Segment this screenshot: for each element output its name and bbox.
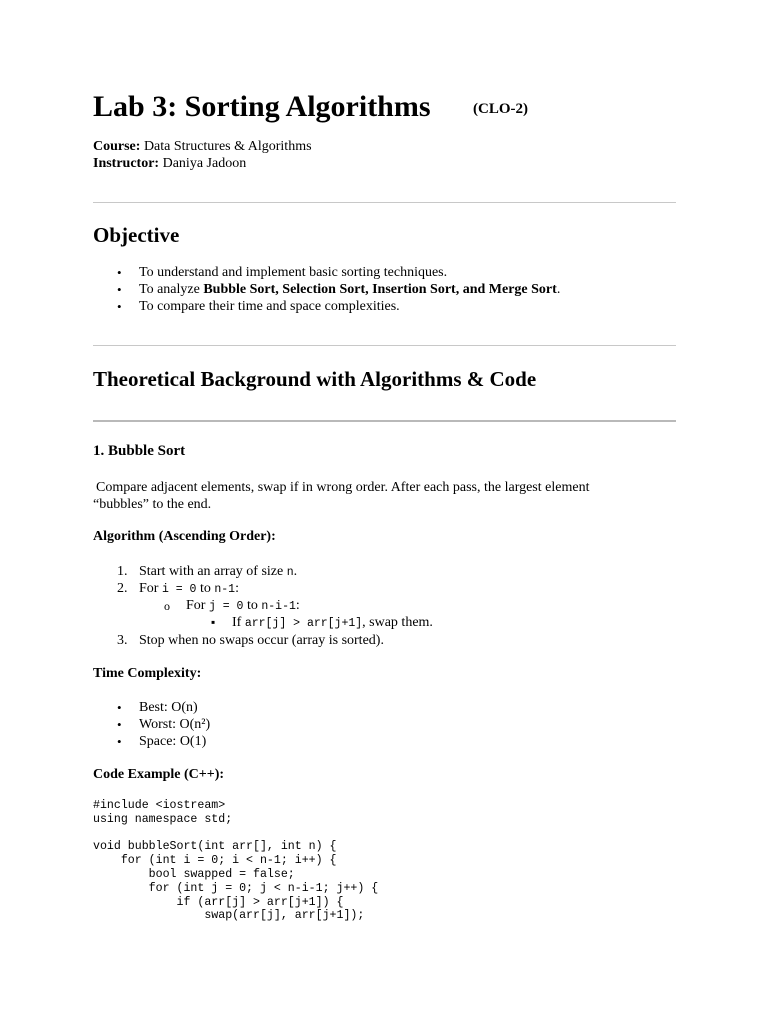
instructor-line: [93, 155, 246, 172]
step-text-part: For: [139, 581, 162, 596]
complexity-item: Space: O(1): [139, 734, 207, 749]
bullet-icon: •: [117, 700, 122, 715]
step-text-part: , swap them.: [362, 615, 433, 630]
step-text: [139, 580, 239, 598]
instructor-value: Daniya Jadoon: [162, 156, 247, 171]
bullet-icon: •: [117, 299, 122, 314]
analyze-prefix: To analyze: [139, 282, 204, 297]
step-text-part: :: [295, 598, 300, 613]
inline-code: i = 0: [161, 583, 197, 596]
bullet-icon: •: [117, 265, 122, 280]
divider: [93, 345, 676, 346]
analyze-suffix: .: [556, 282, 561, 297]
bubble-description-line: Compare adjacent elements, swap if in wrong order. After each pass, the largest element: [96, 480, 590, 495]
bubble-description-line: “bubbles” to the end.: [93, 497, 212, 512]
instructor-label: Instructor:: [93, 156, 160, 171]
objective-heading: Objective: [93, 223, 180, 247]
background-heading: Theoretical Background with Algorithms & Code: [93, 367, 537, 391]
step-number: 2.: [117, 581, 128, 596]
analyze-algorithms: Bubble Sort, Selection Sort, Insertion Sort, and Merge Sort: [203, 282, 557, 297]
step-text-part: :: [235, 581, 239, 596]
code-example-label: Code Example (C++):: [93, 767, 225, 782]
algorithm-label: Algorithm (Ascending Order):: [93, 529, 276, 544]
inline-code: n-1: [214, 583, 236, 596]
bullet-icon: •: [117, 734, 122, 749]
step-text: Stop when no swaps occur (array is sorted).: [139, 633, 384, 648]
bubble-sort-heading: 1. Bubble Sort: [93, 443, 186, 459]
course-line: [93, 138, 312, 155]
step-text: [232, 614, 433, 632]
code-block: #include <iostream> using namespace std; void bubbleSort(int arr[], int n) { for (int i = 0; i < n-1; i++) { bool swapped = false; for (int j = 0; j < n-i-1; j++) { if (arr[j] > arr[j+1]) { swap(arr[j], arr[j+1]);: [93, 799, 379, 923]
step-text-part: to: [243, 598, 262, 613]
divider: [93, 420, 676, 422]
step-text-part: .: [293, 564, 298, 579]
square-bullet-icon: ▪: [211, 615, 216, 629]
inline-code: n: [286, 566, 294, 579]
objective-item: To understand and implement basic sorting techniques.: [139, 265, 448, 280]
step-number: 1.: [117, 564, 128, 579]
step-text: [139, 563, 297, 581]
course-value: Data Structures & Algorithms: [143, 139, 312, 154]
inline-code: j = 0: [208, 600, 244, 613]
sub-bullet-icon: o: [164, 599, 170, 613]
inline-code: n-i-1: [261, 600, 296, 613]
objective-item: To compare their time and space complexities.: [139, 299, 400, 314]
step-text-part: Start with an array of size: [139, 564, 287, 579]
complexity-item: Best: O(n): [139, 700, 198, 715]
bullet-icon: •: [117, 282, 122, 297]
step-text: [186, 597, 300, 615]
inline-code: arr[j] > arr[j+1]: [244, 617, 363, 630]
complexity-item: Worst: O(n²): [139, 717, 211, 732]
objective-item: [139, 281, 560, 298]
step-number: 3.: [117, 633, 128, 648]
time-complexity-label: Time Complexity:: [93, 666, 202, 681]
step-text-part: to: [196, 581, 215, 596]
course-label: Course:: [93, 139, 141, 154]
bullet-icon: •: [117, 717, 122, 732]
clo-tag: (CLO-2): [473, 101, 528, 117]
step-text-part: For: [186, 598, 209, 613]
page-title: Lab 3: Sorting Algorithms: [93, 90, 431, 123]
step-text-part: If: [232, 615, 245, 630]
divider: [93, 202, 676, 203]
